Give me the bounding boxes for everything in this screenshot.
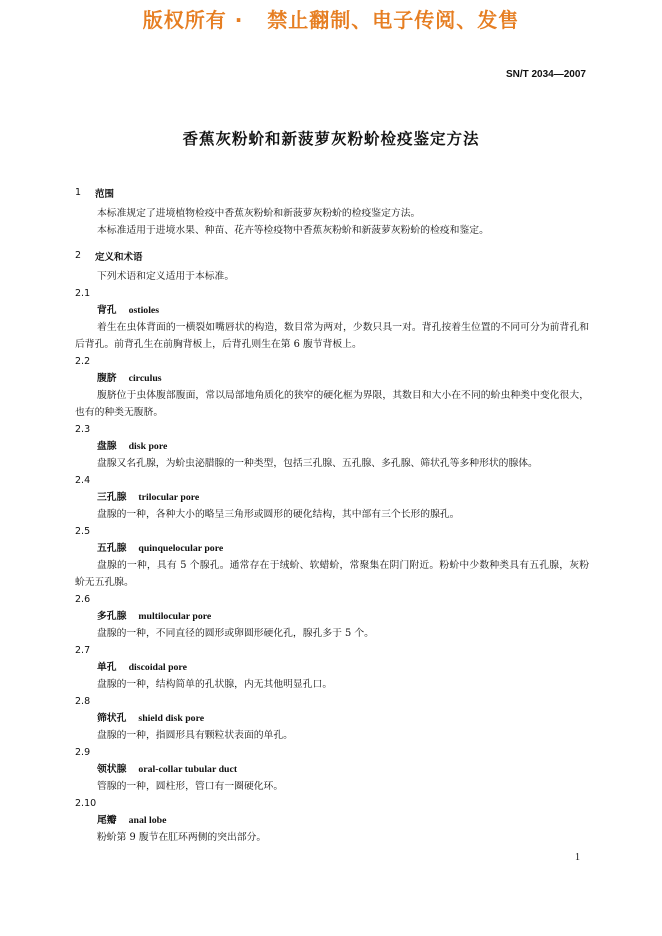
term-chinese: 三孔腺 (97, 492, 127, 503)
term-chinese: 多孔腺 (97, 611, 127, 622)
term-entry (75, 353, 589, 421)
term-entry (75, 795, 589, 846)
paragraph: 本标准规定了进境植物检疫中香蕉灰粉蚧和新菠萝灰粉蚧的检疫鉴定方法。 (97, 208, 421, 219)
term-entry (75, 693, 589, 744)
term-entry (75, 421, 589, 472)
paragraph: 本标准适用于进境水果、种苗、花卉等检疫物中香蕉灰粉蚧和新菠萝灰粉蚧的检疫和鉴定。 (97, 225, 489, 236)
term-number: 2.1 (75, 288, 91, 299)
term-heading (75, 489, 589, 506)
term-entry (75, 744, 589, 795)
section-title: 范围 (95, 188, 115, 200)
term-number: 2.7 (75, 645, 91, 656)
term-heading (75, 659, 589, 676)
term-english: ostioles (128, 305, 160, 316)
term-number: 2.9 (75, 747, 91, 758)
section-body (75, 205, 589, 239)
document-title: 香蕉灰粉蚧和新菠萝灰粉蚧检疫鉴定方法 (182, 130, 480, 148)
term-entry (75, 523, 589, 591)
section-heading (75, 184, 589, 201)
term-definition: 腹脐位于虫体腹部腹面，常以局部地角质化的狭窄的硬化框为界限，其数目和大小在不同的蚧虫种类中变化很大，也有的种类无腹脐。 (75, 390, 589, 418)
term-chinese: 尾瓣 (97, 815, 117, 826)
term-english: oral-collar tubular duct (138, 764, 238, 775)
term-definition: 盘腺的一种，具有 5 个腺孔。通常存在于绒蚧、软蜡蚧，常聚集在阴门附近。粉蚧中少数种类具有五孔腺，灰粉蚧无五孔腺。 (75, 560, 589, 588)
term-chinese: 腹脐 (97, 373, 117, 384)
document-body (75, 184, 589, 846)
term-entry (75, 591, 589, 642)
term-entry (75, 285, 589, 353)
term-number: 2.3 (75, 424, 91, 435)
term-entry (75, 472, 589, 523)
term-english: disk pore (128, 441, 168, 452)
term-english: circulus (128, 373, 162, 384)
term-chinese: 筛状孔 (97, 713, 127, 724)
term-definition: 着生在虫体背面的一横裂如嘴唇状的构造，数目常为两对，少数只具一对。背孔按着生位置的不同可分为前背孔和后背孔。前背孔生在前胸背板上，后背孔则生在第 6 腹节背板上。 (75, 322, 589, 350)
term-chinese: 盘腺 (97, 441, 117, 452)
term-number: 2.10 (75, 798, 97, 809)
term-english: trilocular pore (138, 492, 200, 503)
term-heading (75, 370, 589, 387)
term-heading (75, 438, 589, 455)
term-chinese: 单孔 (97, 662, 117, 673)
section-number: 1 (75, 187, 82, 198)
term-definition: 盘腺的一种，各种大小的略呈三角形或圆形的硬化结构，其中部有三个长形的腺孔。 (97, 509, 460, 520)
term-english: anal lobe (128, 815, 167, 826)
term-heading (75, 302, 589, 319)
term-english: discoidal pore (128, 662, 187, 673)
term-number: 2.5 (75, 526, 91, 537)
term-heading (75, 540, 589, 557)
section-title: 定义和术语 (95, 251, 143, 263)
standard-number: SN/T 2034—2007 (505, 69, 586, 80)
term-chinese: 背孔 (97, 305, 117, 316)
term-definition: 管腺的一种，圆柱形，管口有一圈硬化环。 (97, 781, 284, 792)
copyright-watermark: 版权所有 · 禁止翻制、电子传阅、发售 (142, 8, 520, 32)
term-english: multilocular pore (138, 611, 212, 622)
term-heading (75, 761, 589, 778)
term-definition: 盘腺的一种，不同直径的圆形或卵圆形硬化孔，腺孔多于 5 个。 (97, 628, 374, 639)
section-heading (75, 247, 589, 264)
term-number: 2.4 (75, 475, 91, 486)
term-english: shield disk pore (138, 713, 205, 724)
term-heading (75, 710, 589, 727)
term-entry (75, 642, 589, 693)
term-number: 2.6 (75, 594, 91, 605)
term-heading (75, 812, 589, 829)
term-chinese: 五孔腺 (97, 543, 127, 554)
section-body (75, 268, 589, 285)
term-heading (75, 608, 589, 625)
term-definition: 盘腺的一种，指圆形具有颗粒状表面的单孔。 (97, 730, 293, 741)
term-english: quinquelocular pore (138, 543, 224, 554)
page-number: 1 (575, 852, 580, 863)
paragraph: 下列术语和定义适用于本标准。 (97, 271, 235, 282)
term-chinese: 领状腺 (97, 764, 127, 775)
term-definition: 盘腺又名孔腺，为蚧虫泌腊腺的一种类型，包括三孔腺、五孔腺、多孔腺、筛状孔等多种形状的腺体。 (97, 458, 538, 469)
term-definition: 盘腺的一种，结构简单的孔状腺，内无其他明显孔口。 (97, 679, 333, 690)
section-number: 2 (75, 250, 82, 261)
term-definition: 粉蚧第 9 腹节在肛环两侧的突出部分。 (97, 832, 267, 843)
term-number: 2.2 (75, 356, 91, 367)
term-number: 2.8 (75, 696, 91, 707)
